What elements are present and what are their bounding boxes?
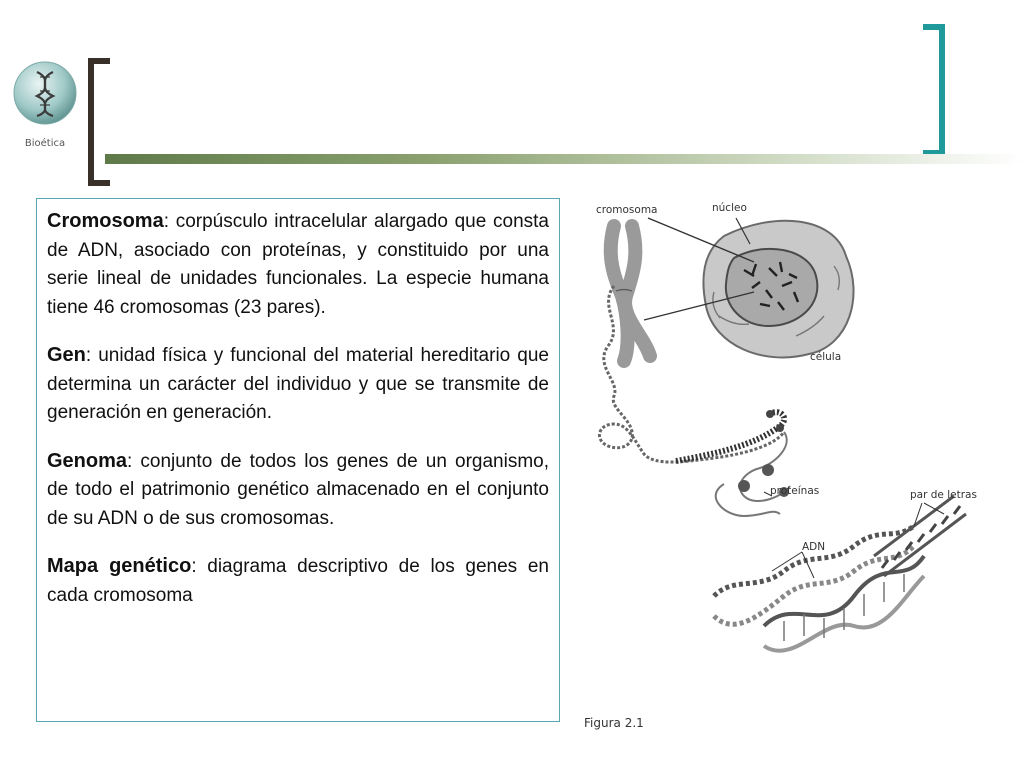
definition-text: diagrama descriptivo de los genes en cada cromosoma [47, 556, 549, 606]
left-bracket-decoration [86, 58, 112, 186]
right-bracket-decoration [920, 24, 948, 156]
figure-caption: Figura 2.1 [584, 716, 644, 730]
figure-label-par-de-letras: par de letras [910, 489, 977, 501]
figure-label-nucleo: núcleo [712, 202, 747, 214]
definition-text: unidad física y funcional del material hereditario que determina un carácter del individuo y que se transmite de generación en generación. [47, 345, 549, 423]
cell-illustration [703, 221, 853, 358]
definition-separator: : [127, 450, 133, 472]
definition-genoma [47, 447, 549, 534]
figure-label-celula: célula [810, 351, 842, 363]
definition-term: Gen [47, 344, 86, 366]
definition-text: conjunto de todos los genes de un organismo, de todo el patrimonio genético almacenado en el conjunto de su ADN o de sus cromosomas. [47, 450, 549, 529]
bioetica-logo [12, 60, 78, 126]
figure-label-proteinas: proteínas [770, 485, 820, 497]
definition-term: Cromosoma [47, 210, 164, 232]
header-divider [105, 154, 1024, 164]
definition-separator: : [163, 211, 169, 232]
definition-cromosoma [47, 207, 549, 322]
definition-mapa-genetico [47, 552, 549, 610]
dna-logo-icon [12, 60, 78, 126]
cell-dna-figure [584, 196, 1004, 736]
definition-term: Mapa genético [47, 555, 192, 577]
figure-label-cromosoma: cromosoma [596, 204, 658, 216]
definition-text: corpúsculo intracelular alargado que consta de ADN, asociado con proteínas, y constituido por una serie lineal de unidades funcionales. La especie humana tiene 46 cromosomas (23 pares). [47, 211, 549, 318]
logo-label: Bioética [24, 138, 66, 149]
dna-helix-illustration [714, 496, 966, 651]
definition-separator: : [85, 345, 92, 366]
definition-term: Genoma [47, 449, 128, 472]
figure-label-adn: ADN [802, 541, 826, 553]
definition-separator: : [191, 556, 197, 577]
chromosome-illustration [611, 226, 650, 361]
definitions-box [36, 198, 560, 722]
definition-gen [47, 341, 549, 428]
